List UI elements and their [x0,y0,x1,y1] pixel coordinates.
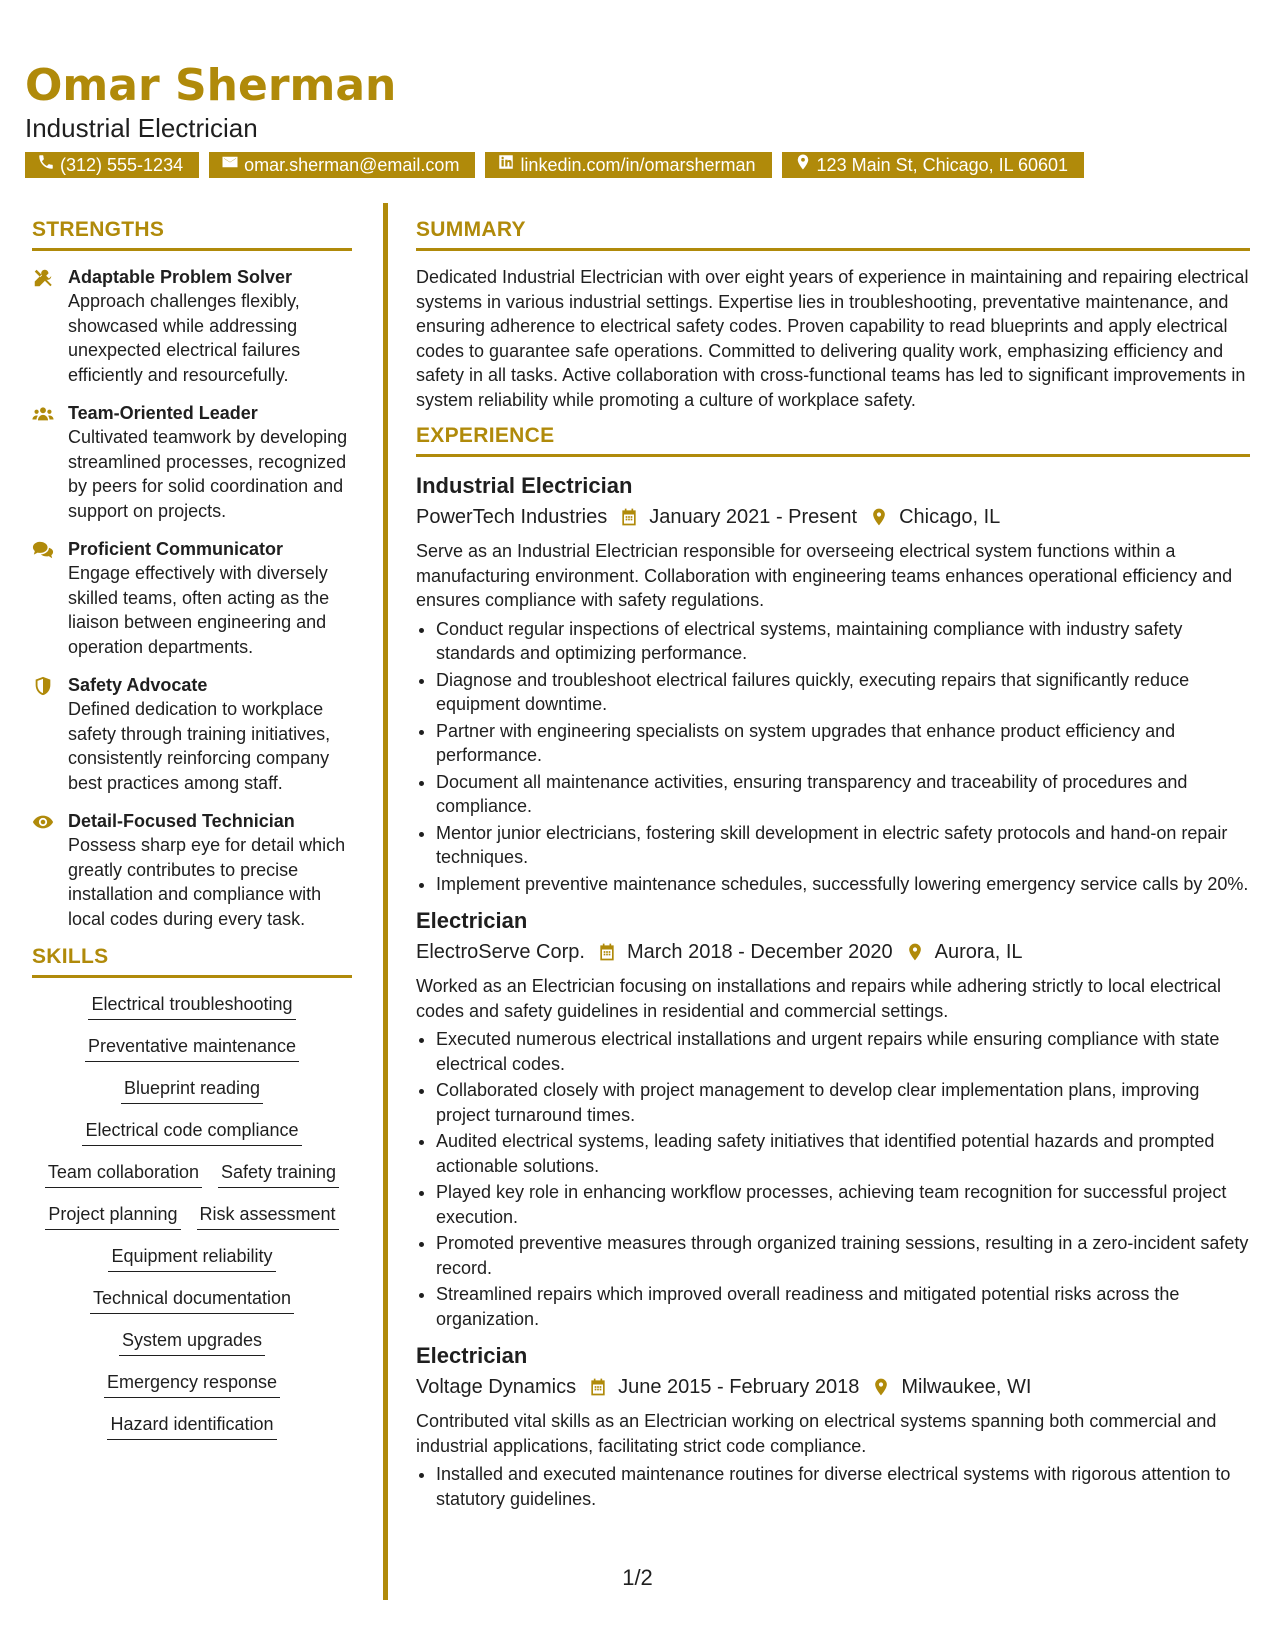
job-description: Serve as an Industrial Electrician responsible for overseeing electrical system functions within a manufacturing environment. Collaboration with engineering teams enhances operational efficiency and ensures compliance with safety regulations. [416,541,1233,610]
location-pin-icon [905,942,925,962]
job-meta [416,1371,1250,1403]
strength-item [32,401,352,523]
skill-row [45,1202,338,1230]
strength-item [32,265,352,387]
job-company: PowerTech Industries [416,506,608,528]
job-location-text: Chicago, IL [899,506,1001,528]
strength-title: Detail-Focused Technician [68,811,295,831]
job-entry [416,906,1250,1331]
skill-row [108,1244,275,1272]
skill-tag: Technical documentation [90,1286,294,1314]
skill-row [88,992,295,1020]
calendar-icon [619,507,639,527]
strength-desc: Approach challenges flexibly, showcased while addressing unexpected electrical failures efficiently and resourcefully. [68,291,301,385]
skills-list [32,992,352,1440]
job-bullets [416,1027,1250,1331]
skill-row [121,1076,263,1104]
users-icon [32,401,56,523]
contact-phone-text: (312) 555-1234 [60,155,184,175]
calendar-icon [597,942,617,962]
strength-desc: Engage effectively with diversely skilled teams, often acting as the liaison between engineering and operation departments. [68,563,330,657]
strength-item [32,537,352,659]
job-bullet: • Partner with engineering specialists on system upgrades that enhance product efficiency and performance. [436,719,1250,768]
column-divider [383,203,388,1600]
candidate-name: Omar Sherman [25,60,397,111]
contact-bar [25,152,1084,178]
skill-row [119,1328,265,1356]
job-meta [416,501,1250,533]
calendar-icon [588,1377,608,1397]
strength-desc: Possess sharp eye for detail which greatly contributes to precise installation and compliance with local codes during every task. [68,835,346,929]
left-column [32,218,352,1440]
job-bullet: • Executed numerous electrical installations and urgent repairs while ensuring compliance with state electrical codes. [436,1027,1250,1076]
strength-title: Safety Advocate [68,675,208,695]
job-bullet: • Played key role in enhancing workflow processes, achieving team recognition for successful project execution. [436,1180,1250,1229]
strength-desc: Defined dedication to workplace safety through training initiatives, consistently reinforcing company best practices among staff. [68,699,331,793]
skill-tag: Hazard identification [107,1412,276,1440]
job-bullet: • Streamlined repairs which improved overall readiness and mitigated potential risks across the organization. [436,1282,1250,1331]
strengths-heading: STRENGTHS [32,218,352,251]
job-dates [619,501,857,533]
experience-heading: EXPERIENCE [416,424,1250,457]
location-pin-icon [794,152,812,178]
job-location-text: Aurora, IL [934,941,1023,963]
strength-item [32,673,352,795]
location-pin-icon [871,1377,891,1397]
right-column [416,218,1250,1521]
location-pin-icon [869,507,889,527]
strength-title: Adaptable Problem Solver [68,267,293,287]
job-bullet: • Document all maintenance activities, ensuring transparency and traceability of procedures and compliance. [436,770,1250,819]
strength-item [32,809,352,931]
skill-row [82,1118,301,1146]
job-description: Worked as an Electrician focusing on installations and repairs while adhering strictly to local electrical codes and safety guidelines in residential and commercial settings. [416,976,1222,1021]
skill-tag: Blueprint reading [121,1076,263,1104]
job-bullet: • Promoted preventive measures through organized training sessions, resulting in a zero-incident safety record. [436,1231,1250,1280]
job-bullet: • Implement preventive maintenance schedules, successfully lowering emergency service calls by 20%. [436,872,1250,897]
strength-title: Team-Oriented Leader [68,403,258,423]
skill-row [45,1160,339,1188]
job-entry [416,471,1250,896]
job-location [869,501,1000,533]
skill-tag: Emergency response [104,1370,280,1398]
job-company: ElectroServe Corp. [416,941,585,963]
strength-title: Proficient Communicator [68,539,284,559]
tools-icon [32,265,56,387]
skill-row [107,1412,276,1440]
strength-desc: Cultivated teamwork by developing streamlined processes, recognized by peers for solid coordination and support on projects. [68,427,348,521]
contact-linkedin[interactable] [485,152,771,178]
contact-email-text: omar.sherman@email.com [244,155,460,175]
job-dates-text: January 2021 - Present [649,506,858,528]
skill-tag: Electrical troubleshooting [88,992,295,1020]
summary-heading: SUMMARY [416,218,1250,251]
job-bullets [416,617,1250,897]
job-bullet: • Diagnose and troubleshoot electrical failures quickly, executing repairs that significantly reduce equipment downtime. [436,668,1250,717]
job-location [905,936,1023,968]
summary-text: Dedicated Industrial Electrician with over eight years of experience in maintaining and repairing electrical systems in various industrial settings. Expertise lies in troubleshooting, preventative maintenance, and ensuring adherence to electrical safety codes. Proven capability to read blueprints and apply electrical codes to guarantee safe operations. Committed to delivering quality work, emphasizing efficiency and safety in all tasks. Active collaboration with cross-functional teams has led to significant improvements in system reliability while promoting a culture of workplace safety. [416,267,1249,410]
job-company: Voltage Dynamics [416,1376,577,1398]
job-location [871,1371,1031,1403]
eye-icon [32,809,56,931]
skill-tag: Risk assessment [197,1202,339,1230]
skill-tag: Project planning [45,1202,180,1230]
contact-phone[interactable] [25,152,199,178]
job-location-text: Milwaukee, WI [901,1376,1032,1398]
linkedin-icon [497,152,515,178]
job-bullet: • Mentor junior electricians, fostering skill development in electric safety protocols and hand-on repair techniques. [436,821,1250,870]
phone-icon [37,152,55,178]
job-dates-text: June 2015 - February 2018 [618,1376,860,1398]
skills-heading: SKILLS [32,945,352,978]
page-number: 1/2 [622,1565,653,1590]
job-bullet: • Conduct regular inspections of electrical systems, maintaining compliance with industry safety standards and optimizing performance. [436,617,1250,666]
job-description: Contributed vital skills as an Electrician working on electrical systems spanning both commercial and industrial applications, facilitating strict code compliance. [416,1411,1217,1456]
skill-tag: Team collaboration [45,1160,202,1188]
job-bullet: • Audited electrical systems, leading safety initiatives that identified potential hazards and prompted actionable solutions. [436,1129,1250,1178]
contact-linkedin-text: linkedin.com/in/omarsherman [520,155,756,175]
contact-address [782,152,1085,178]
job-dates-text: March 2018 - December 2020 [626,941,893,963]
skill-tag: Electrical code compliance [82,1118,301,1146]
job-bullet: • Installed and executed maintenance routines for diverse electrical systems with rigorous attention to statutory guidelines. [436,1462,1250,1511]
skill-row [104,1370,280,1398]
shield-icon [32,673,56,795]
job-entry [416,1341,1250,1511]
job-bullet: • Collaborated closely with project management to develop clear implementation plans, improving project turnaround times. [436,1078,1250,1127]
skill-row [90,1286,294,1314]
comments-icon [32,537,56,659]
contact-email[interactable] [209,152,475,178]
skill-tag: Equipment reliability [108,1244,275,1272]
job-title: Electrician [416,1343,528,1368]
skill-tag: Safety training [218,1160,339,1188]
job-dates [588,1371,859,1403]
contact-address-text: 123 Main St, Chicago, IL 60601 [816,155,1069,175]
job-bullets [416,1462,1250,1511]
job-title: Industrial Electrician [416,473,633,498]
skill-tag: System upgrades [119,1328,265,1356]
skill-tag: Preventative maintenance [85,1034,299,1062]
candidate-role: Industrial Electrician [25,113,258,143]
skill-row [85,1034,299,1062]
job-meta [416,936,1250,968]
job-dates [597,936,893,968]
job-title: Electrician [416,908,528,933]
envelope-icon [221,152,239,178]
